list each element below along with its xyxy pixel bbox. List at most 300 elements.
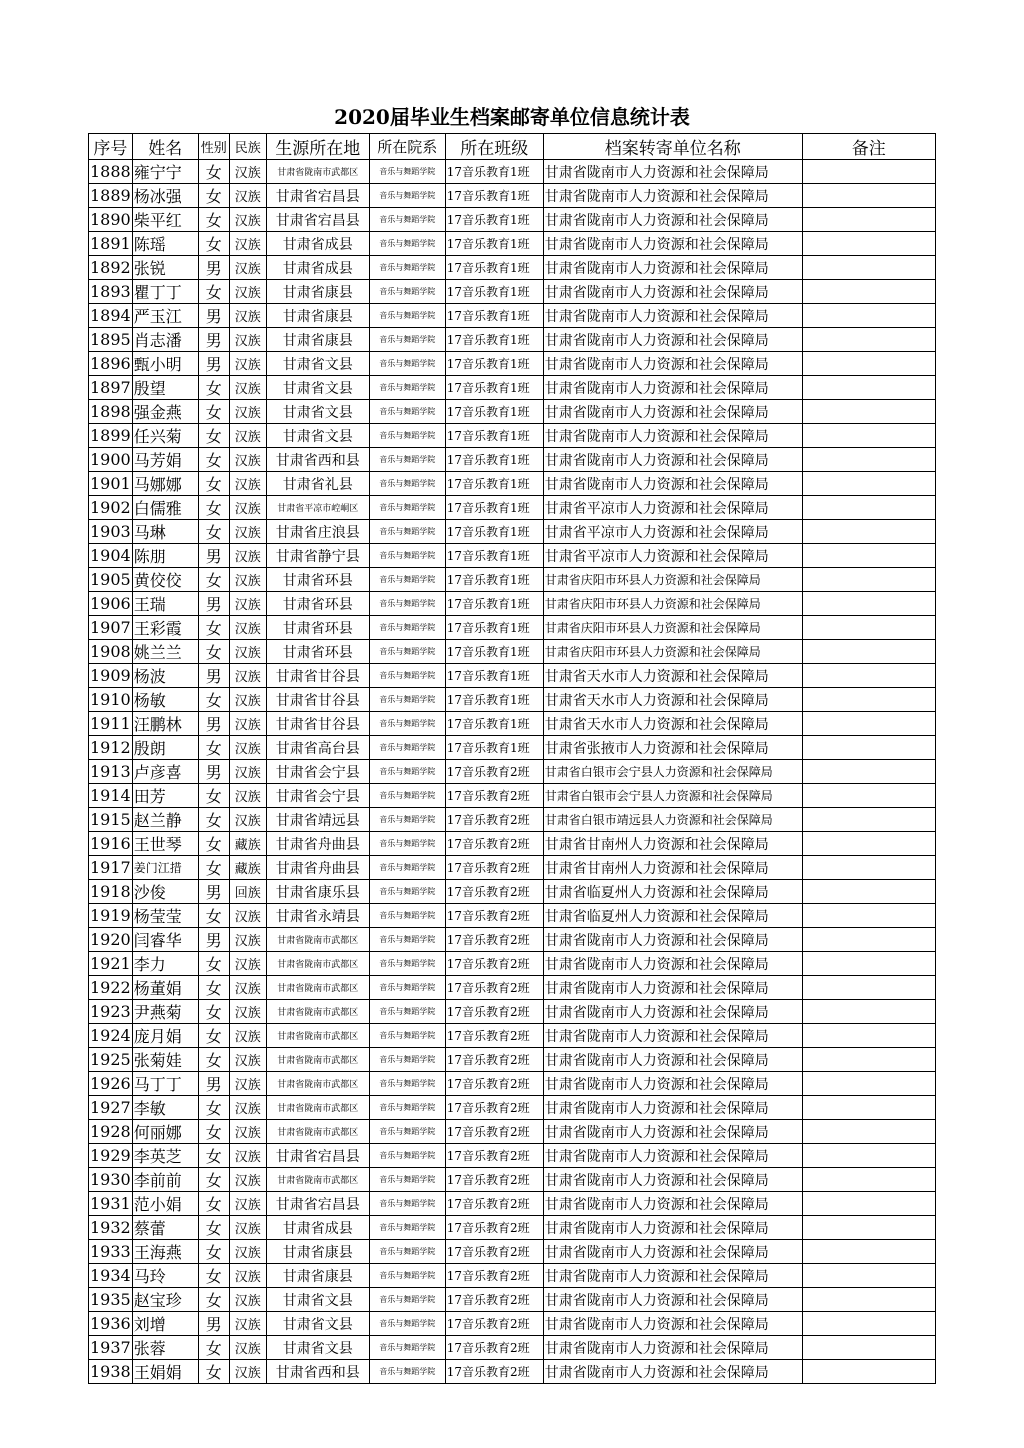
cell-remarks <box>802 472 935 496</box>
table-row <box>89 208 936 232</box>
cell-remarks <box>802 208 935 232</box>
cell-class: 17音乐教育2班 <box>445 880 543 904</box>
cell-gender: 女 <box>198 520 229 544</box>
cell-gender: 女 <box>198 1144 229 1168</box>
cell-remarks <box>802 280 935 304</box>
cell-origin: 甘肃省环县 <box>266 592 369 616</box>
header-remarks: 备注 <box>802 134 935 160</box>
cell-class: 17音乐教育2班 <box>445 1240 543 1264</box>
cell-origin: 甘肃省康县 <box>266 280 369 304</box>
cell-gender: 男 <box>198 328 229 352</box>
cell-department: 音乐与舞蹈学院 <box>369 448 445 472</box>
cell-name: 肖志潘 <box>132 328 198 352</box>
cell-ethnicity: 汉族 <box>229 184 266 208</box>
cell-gender: 男 <box>198 1312 229 1336</box>
cell-name: 卢彦喜 <box>132 760 198 784</box>
cell-archive-unit: 甘肃省平凉市人力资源和社会保障局 <box>543 544 802 568</box>
cell-origin: 甘肃省环县 <box>266 640 369 664</box>
cell-name: 张菊娃 <box>132 1048 198 1072</box>
cell-index: 1890 <box>89 208 133 232</box>
cell-ethnicity: 汉族 <box>229 304 266 328</box>
header-name: 姓名 <box>132 134 198 160</box>
cell-origin: 甘肃省陇南市武都区 <box>266 928 369 952</box>
cell-ethnicity: 汉族 <box>229 1144 266 1168</box>
cell-name: 殷朗 <box>132 736 198 760</box>
cell-index: 1895 <box>89 328 133 352</box>
cell-class: 17音乐教育2班 <box>445 832 543 856</box>
cell-department: 音乐与舞蹈学院 <box>369 1000 445 1024</box>
cell-origin: 甘肃省西和县 <box>266 1360 369 1384</box>
cell-name: 杨董娟 <box>132 976 198 1000</box>
cell-gender: 女 <box>198 184 229 208</box>
cell-class: 17音乐教育1班 <box>445 256 543 280</box>
cell-gender: 男 <box>198 352 229 376</box>
cell-archive-unit: 甘肃省白银市靖远县人力资源和社会保障局 <box>543 808 802 832</box>
cell-name: 马芳娟 <box>132 448 198 472</box>
cell-remarks <box>802 904 935 928</box>
cell-remarks <box>802 520 935 544</box>
cell-ethnicity: 汉族 <box>229 352 266 376</box>
cell-gender: 女 <box>198 1000 229 1024</box>
cell-remarks <box>802 808 935 832</box>
cell-class: 17音乐教育1班 <box>445 304 543 328</box>
table-row <box>89 976 936 1000</box>
table-row <box>89 832 936 856</box>
cell-index: 1937 <box>89 1336 133 1360</box>
table-row <box>89 952 936 976</box>
cell-ethnicity: 汉族 <box>229 1264 266 1288</box>
cell-class: 17音乐教育1班 <box>445 376 543 400</box>
cell-ethnicity: 汉族 <box>229 424 266 448</box>
cell-department: 音乐与舞蹈学院 <box>369 880 445 904</box>
cell-index: 1917 <box>89 856 133 880</box>
cell-origin: 甘肃省宕昌县 <box>266 1192 369 1216</box>
cell-name: 蔡蕾 <box>132 1216 198 1240</box>
cell-name: 庞月娟 <box>132 1024 198 1048</box>
cell-name: 马玲 <box>132 1264 198 1288</box>
cell-ethnicity: 汉族 <box>229 160 266 184</box>
cell-index: 1905 <box>89 568 133 592</box>
cell-name: 甄小明 <box>132 352 198 376</box>
cell-origin: 甘肃省陇南市武都区 <box>266 1000 369 1024</box>
cell-index: 1910 <box>89 688 133 712</box>
cell-class: 17音乐教育2班 <box>445 1216 543 1240</box>
cell-ethnicity: 汉族 <box>229 376 266 400</box>
cell-class: 17音乐教育2班 <box>445 808 543 832</box>
cell-index: 1901 <box>89 472 133 496</box>
cell-department: 音乐与舞蹈学院 <box>369 1096 445 1120</box>
cell-department: 音乐与舞蹈学院 <box>369 856 445 880</box>
cell-archive-unit: 甘肃省陇南市人力资源和社会保障局 <box>543 1336 802 1360</box>
cell-ethnicity: 汉族 <box>229 712 266 736</box>
cell-index: 1925 <box>89 1048 133 1072</box>
cell-origin: 甘肃省高台县 <box>266 736 369 760</box>
cell-name: 瞿丁丁 <box>132 280 198 304</box>
cell-archive-unit: 甘肃省天水市人力资源和社会保障局 <box>543 664 802 688</box>
cell-archive-unit: 甘肃省陇南市人力资源和社会保障局 <box>543 1120 802 1144</box>
cell-gender: 男 <box>198 1072 229 1096</box>
cell-gender: 女 <box>198 1024 229 1048</box>
cell-class: 17音乐教育1班 <box>445 712 543 736</box>
cell-class: 17音乐教育1班 <box>445 400 543 424</box>
cell-index: 1934 <box>89 1264 133 1288</box>
table-row <box>89 712 936 736</box>
table-row <box>89 520 936 544</box>
table-row <box>89 1048 936 1072</box>
cell-class: 17音乐教育2班 <box>445 784 543 808</box>
cell-name: 王世琴 <box>132 832 198 856</box>
cell-ethnicity: 汉族 <box>229 736 266 760</box>
cell-origin: 甘肃省宕昌县 <box>266 1144 369 1168</box>
cell-department: 音乐与舞蹈学院 <box>369 496 445 520</box>
cell-ethnicity: 汉族 <box>229 688 266 712</box>
cell-department: 音乐与舞蹈学院 <box>369 928 445 952</box>
cell-department: 音乐与舞蹈学院 <box>369 808 445 832</box>
cell-remarks <box>802 976 935 1000</box>
cell-department: 音乐与舞蹈学院 <box>369 304 445 328</box>
cell-gender: 女 <box>198 688 229 712</box>
cell-archive-unit: 甘肃省临夏州人力资源和社会保障局 <box>543 904 802 928</box>
cell-archive-unit: 甘肃省临夏州人力资源和社会保障局 <box>543 880 802 904</box>
cell-department: 音乐与舞蹈学院 <box>369 1168 445 1192</box>
header-origin: 生源所在地 <box>266 134 369 160</box>
cell-department: 音乐与舞蹈学院 <box>369 1312 445 1336</box>
cell-archive-unit: 甘肃省陇南市人力资源和社会保障局 <box>543 1000 802 1024</box>
cell-class: 17音乐教育2班 <box>445 1144 543 1168</box>
cell-class: 17音乐教育1班 <box>445 232 543 256</box>
cell-remarks <box>802 1024 935 1048</box>
cell-name: 张蓉 <box>132 1336 198 1360</box>
cell-gender: 男 <box>198 760 229 784</box>
cell-origin: 甘肃省环县 <box>266 568 369 592</box>
cell-index: 1903 <box>89 520 133 544</box>
cell-ethnicity: 回族 <box>229 880 266 904</box>
cell-name: 陈朋 <box>132 544 198 568</box>
cell-origin: 甘肃省康县 <box>266 1264 369 1288</box>
cell-class: 17音乐教育1班 <box>445 592 543 616</box>
cell-archive-unit: 甘肃省陇南市人力资源和社会保障局 <box>543 184 802 208</box>
cell-department: 音乐与舞蹈学院 <box>369 280 445 304</box>
cell-department: 音乐与舞蹈学院 <box>369 520 445 544</box>
cell-remarks <box>802 1096 935 1120</box>
cell-remarks <box>802 1144 935 1168</box>
cell-ethnicity: 汉族 <box>229 1216 266 1240</box>
cell-index: 1888 <box>89 160 133 184</box>
table-row <box>89 544 936 568</box>
cell-class: 17音乐教育1班 <box>445 664 543 688</box>
cell-archive-unit: 甘肃省陇南市人力资源和社会保障局 <box>543 1360 802 1384</box>
cell-origin: 甘肃省文县 <box>266 376 369 400</box>
cell-department: 音乐与舞蹈学院 <box>369 1072 445 1096</box>
cell-ethnicity: 汉族 <box>229 1336 266 1360</box>
cell-remarks <box>802 328 935 352</box>
cell-index: 1893 <box>89 280 133 304</box>
cell-index: 1909 <box>89 664 133 688</box>
cell-archive-unit: 甘肃省陇南市人力资源和社会保障局 <box>543 352 802 376</box>
cell-remarks <box>802 232 935 256</box>
cell-index: 1904 <box>89 544 133 568</box>
table-row <box>89 928 936 952</box>
cell-department: 音乐与舞蹈学院 <box>369 376 445 400</box>
cell-index: 1928 <box>89 1120 133 1144</box>
cell-origin: 甘肃省陇南市武都区 <box>266 976 369 1000</box>
cell-gender: 女 <box>198 856 229 880</box>
cell-origin: 甘肃省文县 <box>266 1288 369 1312</box>
cell-origin: 甘肃省宕昌县 <box>266 208 369 232</box>
cell-archive-unit: 甘肃省白银市会宁县人力资源和社会保障局 <box>543 784 802 808</box>
cell-ethnicity: 汉族 <box>229 952 266 976</box>
cell-name: 刘增 <box>132 1312 198 1336</box>
cell-ethnicity: 汉族 <box>229 640 266 664</box>
cell-gender: 女 <box>198 280 229 304</box>
cell-ethnicity: 汉族 <box>229 280 266 304</box>
cell-gender: 女 <box>198 1240 229 1264</box>
cell-gender: 女 <box>198 424 229 448</box>
cell-name: 汪鹏林 <box>132 712 198 736</box>
cell-class: 17音乐教育1班 <box>445 640 543 664</box>
cell-archive-unit: 甘肃省白银市会宁县人力资源和社会保障局 <box>543 760 802 784</box>
cell-name: 李敏 <box>132 1096 198 1120</box>
cell-origin: 甘肃省文县 <box>266 424 369 448</box>
cell-class: 17音乐教育1班 <box>445 568 543 592</box>
cell-index: 1891 <box>89 232 133 256</box>
table-row <box>89 1168 936 1192</box>
cell-department: 音乐与舞蹈学院 <box>369 952 445 976</box>
cell-name: 杨波 <box>132 664 198 688</box>
cell-origin: 甘肃省陇南市武都区 <box>266 1072 369 1096</box>
cell-ethnicity: 汉族 <box>229 328 266 352</box>
cell-name: 陈瑶 <box>132 232 198 256</box>
cell-name: 杨冰强 <box>132 184 198 208</box>
cell-ethnicity: 汉族 <box>229 664 266 688</box>
cell-name: 赵兰静 <box>132 808 198 832</box>
cell-origin: 甘肃省会宁县 <box>266 784 369 808</box>
cell-name: 白儒雅 <box>132 496 198 520</box>
table-row <box>89 688 936 712</box>
cell-index: 1932 <box>89 1216 133 1240</box>
cell-index: 1892 <box>89 256 133 280</box>
cell-class: 17音乐教育2班 <box>445 1048 543 1072</box>
cell-ethnicity: 汉族 <box>229 232 266 256</box>
table-row <box>89 1144 936 1168</box>
cell-origin: 甘肃省文县 <box>266 352 369 376</box>
table-row <box>89 640 936 664</box>
cell-index: 1936 <box>89 1312 133 1336</box>
cell-archive-unit: 甘肃省庆阳市环县人力资源和社会保障局 <box>543 616 802 640</box>
table-row <box>89 664 936 688</box>
cell-remarks <box>802 1288 935 1312</box>
cell-class: 17音乐教育2班 <box>445 1288 543 1312</box>
cell-department: 音乐与舞蹈学院 <box>369 616 445 640</box>
cell-department: 音乐与舞蹈学院 <box>369 1288 445 1312</box>
cell-name: 黄佼佼 <box>132 568 198 592</box>
table-row <box>89 568 936 592</box>
cell-name: 田芳 <box>132 784 198 808</box>
table-row <box>89 904 936 928</box>
cell-origin: 甘肃省礼县 <box>266 472 369 496</box>
cell-class: 17音乐教育2班 <box>445 928 543 952</box>
cell-class: 17音乐教育1班 <box>445 184 543 208</box>
cell-origin: 甘肃省环县 <box>266 616 369 640</box>
cell-name: 杨敏 <box>132 688 198 712</box>
cell-origin: 甘肃省永靖县 <box>266 904 369 928</box>
cell-index: 1918 <box>89 880 133 904</box>
table-row <box>89 808 936 832</box>
cell-name: 强金燕 <box>132 400 198 424</box>
cell-ethnicity: 汉族 <box>229 976 266 1000</box>
cell-ethnicity: 汉族 <box>229 208 266 232</box>
cell-ethnicity: 汉族 <box>229 928 266 952</box>
cell-name: 马娜娜 <box>132 472 198 496</box>
cell-remarks <box>802 616 935 640</box>
cell-index: 1933 <box>89 1240 133 1264</box>
cell-ethnicity: 汉族 <box>229 568 266 592</box>
cell-origin: 甘肃省陇南市武都区 <box>266 1096 369 1120</box>
cell-archive-unit: 甘肃省陇南市人力资源和社会保障局 <box>543 376 802 400</box>
cell-archive-unit: 甘肃省陇南市人力资源和社会保障局 <box>543 1192 802 1216</box>
cell-gender: 女 <box>198 160 229 184</box>
cell-index: 1907 <box>89 616 133 640</box>
cell-department: 音乐与舞蹈学院 <box>369 208 445 232</box>
cell-gender: 女 <box>198 496 229 520</box>
cell-ethnicity: 汉族 <box>229 256 266 280</box>
cell-department: 音乐与舞蹈学院 <box>369 160 445 184</box>
cell-class: 17音乐教育1班 <box>445 520 543 544</box>
cell-index: 1935 <box>89 1288 133 1312</box>
cell-class: 17音乐教育1班 <box>445 688 543 712</box>
table-row <box>89 760 936 784</box>
cell-name: 王瑞 <box>132 592 198 616</box>
cell-index: 1898 <box>89 400 133 424</box>
cell-name: 范小娟 <box>132 1192 198 1216</box>
cell-ethnicity: 汉族 <box>229 400 266 424</box>
cell-archive-unit: 甘肃省张掖市人力资源和社会保障局 <box>543 736 802 760</box>
table-row <box>89 736 936 760</box>
cell-archive-unit: 甘肃省陇南市人力资源和社会保障局 <box>543 1168 802 1192</box>
cell-name: 李英芝 <box>132 1144 198 1168</box>
cell-index: 1913 <box>89 760 133 784</box>
cell-index: 1938 <box>89 1360 133 1384</box>
cell-origin: 甘肃省庄浪县 <box>266 520 369 544</box>
cell-department: 音乐与舞蹈学院 <box>369 712 445 736</box>
cell-archive-unit: 甘肃省天水市人力资源和社会保障局 <box>543 712 802 736</box>
cell-origin: 甘肃省陇南市武都区 <box>266 1024 369 1048</box>
cell-remarks <box>802 688 935 712</box>
table-row <box>89 1120 936 1144</box>
cell-archive-unit: 甘肃省陇南市人力资源和社会保障局 <box>543 448 802 472</box>
cell-archive-unit: 甘肃省陇南市人力资源和社会保障局 <box>543 424 802 448</box>
table-row <box>89 1192 936 1216</box>
cell-gender: 女 <box>198 568 229 592</box>
cell-archive-unit: 甘肃省陇南市人力资源和社会保障局 <box>543 1144 802 1168</box>
cell-remarks <box>802 160 935 184</box>
cell-remarks <box>802 952 935 976</box>
cell-ethnicity: 汉族 <box>229 1072 266 1096</box>
cell-archive-unit: 甘肃省陇南市人力资源和社会保障局 <box>543 952 802 976</box>
cell-gender: 男 <box>198 664 229 688</box>
cell-department: 音乐与舞蹈学院 <box>369 232 445 256</box>
table-row <box>89 328 936 352</box>
cell-remarks <box>802 256 935 280</box>
cell-ethnicity: 汉族 <box>229 904 266 928</box>
cell-index: 1922 <box>89 976 133 1000</box>
cell-archive-unit: 甘肃省庆阳市环县人力资源和社会保障局 <box>543 640 802 664</box>
cell-origin: 甘肃省康县 <box>266 328 369 352</box>
cell-remarks <box>802 1336 935 1360</box>
cell-archive-unit: 甘肃省甘南州人力资源和社会保障局 <box>543 832 802 856</box>
cell-gender: 女 <box>198 784 229 808</box>
cell-department: 音乐与舞蹈学院 <box>369 1024 445 1048</box>
cell-origin: 甘肃省康县 <box>266 1240 369 1264</box>
cell-name: 马琳 <box>132 520 198 544</box>
cell-gender: 男 <box>198 880 229 904</box>
cell-gender: 女 <box>198 904 229 928</box>
cell-remarks <box>802 1048 935 1072</box>
cell-gender: 女 <box>198 640 229 664</box>
cell-name: 柴平红 <box>132 208 198 232</box>
cell-department: 音乐与舞蹈学院 <box>369 640 445 664</box>
cell-name: 雍宁宁 <box>132 160 198 184</box>
cell-name: 严玉江 <box>132 304 198 328</box>
cell-index: 1889 <box>89 184 133 208</box>
cell-index: 1896 <box>89 352 133 376</box>
cell-origin: 甘肃省陇南市武都区 <box>266 1120 369 1144</box>
cell-gender: 女 <box>198 1360 229 1384</box>
cell-remarks <box>802 1120 935 1144</box>
header-department: 所在院系 <box>369 134 445 160</box>
cell-department: 音乐与舞蹈学院 <box>369 1216 445 1240</box>
cell-department: 音乐与舞蹈学院 <box>369 688 445 712</box>
cell-class: 17音乐教育1班 <box>445 496 543 520</box>
table-row <box>89 1264 936 1288</box>
cell-class: 17音乐教育1班 <box>445 280 543 304</box>
table-row <box>89 592 936 616</box>
table-row <box>89 1360 936 1384</box>
cell-archive-unit: 甘肃省陇南市人力资源和社会保障局 <box>543 1312 802 1336</box>
cell-name: 王彩霞 <box>132 616 198 640</box>
table-row <box>89 1000 936 1024</box>
records-table <box>88 133 936 1384</box>
cell-remarks <box>802 784 935 808</box>
page-title: 2020届毕业生档案邮寄单位信息统计表 <box>334 105 690 129</box>
cell-remarks <box>802 1312 935 1336</box>
cell-archive-unit: 甘肃省甘南州人力资源和社会保障局 <box>543 856 802 880</box>
cell-class: 17音乐教育1班 <box>445 544 543 568</box>
cell-index: 1906 <box>89 592 133 616</box>
cell-ethnicity: 汉族 <box>229 760 266 784</box>
cell-class: 17音乐教育2班 <box>445 1312 543 1336</box>
cell-gender: 女 <box>198 1216 229 1240</box>
cell-archive-unit: 甘肃省陇南市人力资源和社会保障局 <box>543 256 802 280</box>
cell-ethnicity: 汉族 <box>229 808 266 832</box>
cell-archive-unit: 甘肃省陇南市人力资源和社会保障局 <box>543 304 802 328</box>
cell-ethnicity: 汉族 <box>229 472 266 496</box>
cell-gender: 女 <box>198 736 229 760</box>
cell-name: 任兴菊 <box>132 424 198 448</box>
cell-gender: 女 <box>198 400 229 424</box>
cell-index: 1899 <box>89 424 133 448</box>
cell-archive-unit: 甘肃省陇南市人力资源和社会保障局 <box>543 400 802 424</box>
cell-archive-unit: 甘肃省陇南市人力资源和社会保障局 <box>543 1264 802 1288</box>
cell-index: 1931 <box>89 1192 133 1216</box>
cell-remarks <box>802 568 935 592</box>
cell-gender: 女 <box>198 1264 229 1288</box>
cell-origin: 甘肃省舟曲县 <box>266 856 369 880</box>
cell-department: 音乐与舞蹈学院 <box>369 256 445 280</box>
cell-department: 音乐与舞蹈学院 <box>369 544 445 568</box>
cell-class: 17音乐教育1班 <box>445 736 543 760</box>
cell-archive-unit: 甘肃省陇南市人力资源和社会保障局 <box>543 280 802 304</box>
